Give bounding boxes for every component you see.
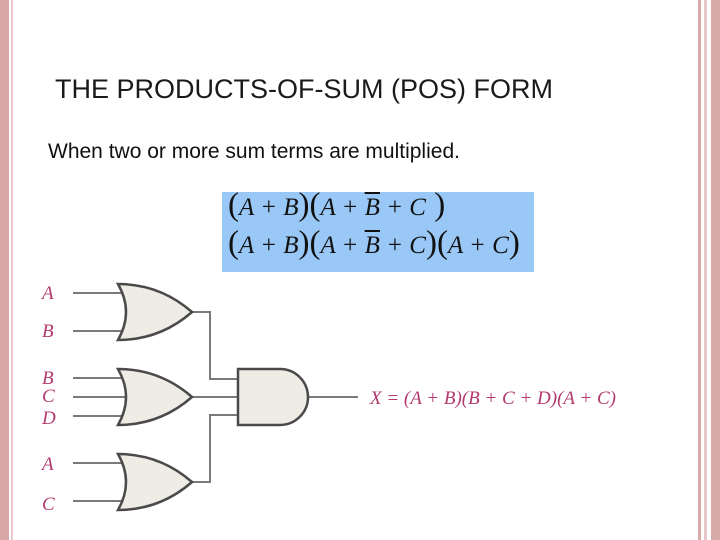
or-gate-3	[118, 454, 192, 510]
formula-box	[222, 187, 534, 272]
paren: )	[425, 187, 446, 223]
or-gates	[118, 284, 192, 510]
formula-line-2	[228, 225, 520, 261]
term-text: + C	[379, 194, 426, 221]
paren: )(	[425, 225, 448, 261]
paren: (	[228, 187, 239, 223]
logic-circuit-diagram	[0, 270, 720, 540]
output-expression: X = (A + B)(B + C + D)(A + C)	[370, 388, 616, 409]
term-text: A +	[320, 232, 365, 259]
paren: (	[228, 225, 239, 261]
input-wires	[73, 293, 128, 501]
slide-subtitle: When two or more sum terms are multiplied.	[48, 140, 460, 163]
paren: )	[508, 225, 520, 261]
formula-line-1	[228, 187, 446, 223]
term-a-plus-b: A + B	[239, 232, 299, 259]
term-text: + C	[379, 232, 426, 259]
input-label-c: C	[42, 494, 55, 515]
input-label-a: A	[42, 283, 54, 304]
paren: )(	[298, 187, 321, 223]
input-label-b: B	[42, 321, 54, 342]
complement-b: $\overline{B}$	[364, 232, 380, 259]
input-label-a: A	[42, 454, 54, 475]
and-gate	[238, 369, 308, 425]
paren: )(	[298, 225, 321, 261]
term-text: A +	[320, 194, 365, 221]
input-label-d: D	[42, 408, 56, 429]
term-a-plus-b: A + B	[239, 194, 299, 221]
or-gate-2	[118, 369, 192, 425]
input-label-c: C	[42, 386, 55, 407]
or-gate-1	[118, 284, 192, 340]
slide-title: THE PRODUCTS-OF-SUM (POS) FORM	[55, 74, 553, 104]
complement-b: $\overline{B}$	[364, 194, 380, 221]
input-label-b: B	[42, 368, 54, 389]
term-a-plus-c: A + C	[447, 232, 509, 259]
